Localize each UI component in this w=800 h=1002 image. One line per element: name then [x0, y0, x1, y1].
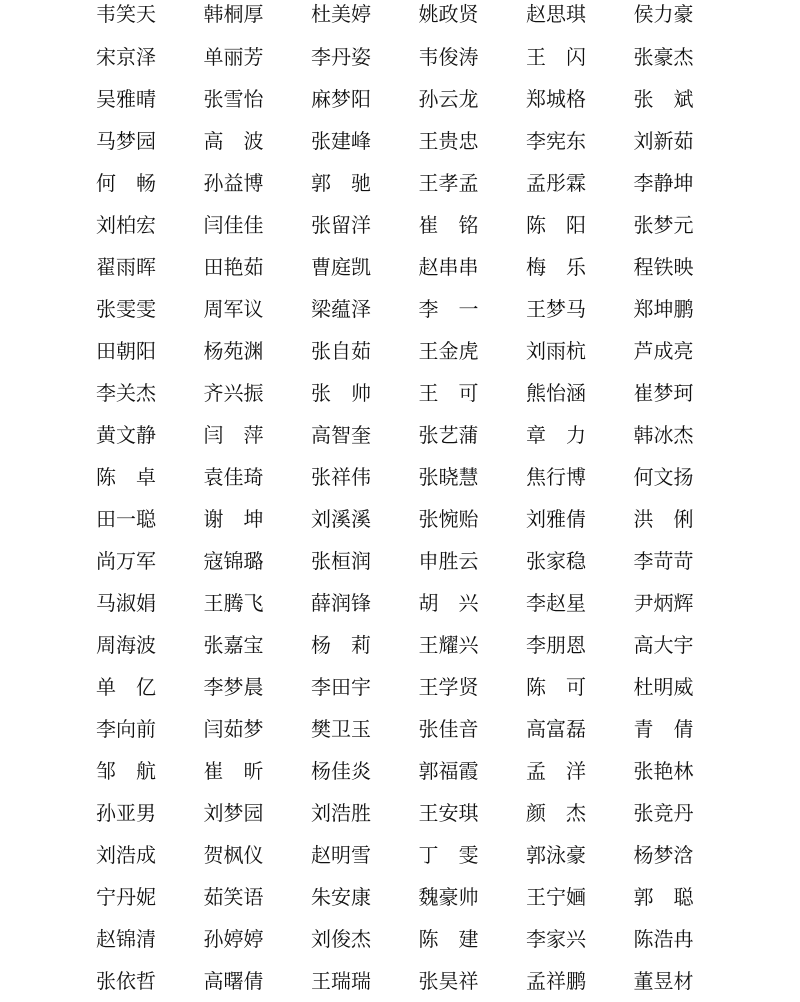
name-cell: 孙亚男 [96, 801, 156, 825]
name-cell: 高曙倩 [203, 969, 264, 993]
name-cell: 李家兴 [526, 927, 586, 951]
name-cell: 颜 杰 [526, 801, 586, 825]
name-cell: 刘雨杭 [526, 339, 586, 363]
name-row [96, 876, 736, 918]
name-cell: 李赵星 [526, 591, 586, 615]
name-cell: 董昱材 [633, 969, 694, 993]
name-cell: 韩冰杰 [633, 423, 694, 447]
name-cell: 孟 洋 [526, 759, 586, 783]
name-row [96, 624, 736, 666]
name-row [96, 666, 736, 708]
name-cell: 周军议 [203, 297, 264, 321]
name-cell: 赵串串 [418, 255, 479, 279]
name-cell: 张昊祥 [418, 969, 479, 993]
name-list-grid [96, 0, 736, 1002]
name-cell: 胡 兴 [418, 591, 479, 615]
name-row [96, 414, 736, 456]
name-cell: 赵思琪 [526, 2, 586, 26]
name-cell: 田一聪 [96, 507, 156, 531]
name-cell: 张晓慧 [418, 465, 479, 489]
name-cell: 马淑娟 [96, 591, 156, 615]
name-row [96, 204, 736, 246]
name-cell: 张留洋 [311, 213, 371, 237]
name-row [96, 834, 736, 876]
name-cell: 张嘉宝 [203, 633, 264, 657]
name-cell: 茹笑语 [203, 885, 264, 909]
name-cell: 翟雨晖 [96, 255, 156, 279]
name-cell: 杨梦浛 [633, 843, 694, 867]
name-cell: 刘梦园 [203, 801, 264, 825]
name-row [96, 792, 736, 834]
name-row [96, 288, 736, 330]
name-cell: 张梦元 [633, 213, 694, 237]
name-cell: 闫茹梦 [203, 717, 264, 741]
name-cell: 刘浩成 [96, 843, 156, 867]
name-cell: 宁丹妮 [96, 885, 156, 909]
name-cell: 张雪怡 [203, 87, 264, 111]
name-cell: 张家稳 [526, 549, 586, 573]
name-row [96, 120, 736, 162]
name-cell: 李静坤 [633, 171, 694, 195]
name-cell: 刘雅倩 [526, 507, 586, 531]
name-cell: 高智奎 [311, 423, 371, 447]
name-row [96, 162, 736, 204]
name-cell: 陈浩冉 [633, 927, 694, 951]
name-cell: 焦行博 [526, 465, 586, 489]
name-cell: 陈 可 [526, 675, 586, 699]
name-cell: 崔 铭 [418, 213, 479, 237]
name-cell: 寇锦璐 [203, 549, 264, 573]
name-row [96, 750, 736, 792]
name-cell: 宋京泽 [96, 45, 156, 69]
name-cell: 李 一 [418, 297, 479, 321]
name-cell: 李宪东 [526, 129, 586, 153]
name-cell: 王瑞瑞 [311, 969, 371, 993]
name-cell: 黄文静 [96, 423, 156, 447]
name-cell: 程铁映 [633, 255, 694, 279]
name-cell: 赵锦清 [96, 927, 156, 951]
name-cell: 张桓润 [311, 549, 371, 573]
name-cell: 青 倩 [633, 717, 694, 741]
name-cell: 单 亿 [96, 675, 156, 699]
name-cell: 王孝孟 [418, 171, 479, 195]
name-cell: 薛润锋 [311, 591, 371, 615]
name-cell: 谢 坤 [203, 507, 264, 531]
name-cell: 侯力豪 [633, 2, 694, 26]
name-cell: 张依哲 [96, 969, 156, 993]
name-cell: 王腾飞 [203, 591, 264, 615]
name-cell: 陈 卓 [96, 465, 156, 489]
name-cell: 刘溪溪 [311, 507, 371, 531]
name-cell: 高大宇 [633, 633, 694, 657]
name-cell: 曹庭凯 [311, 255, 371, 279]
name-cell: 陈 建 [418, 927, 479, 951]
name-cell: 袁佳琦 [203, 465, 264, 489]
name-cell: 刘柏宏 [96, 213, 156, 237]
name-cell: 张自茹 [311, 339, 371, 363]
name-cell: 王金虎 [418, 339, 479, 363]
name-cell: 郭泳豪 [526, 843, 586, 867]
name-cell: 刘新茹 [633, 129, 694, 153]
name-cell: 姚政贤 [418, 2, 479, 26]
name-cell: 齐兴振 [203, 381, 264, 405]
name-cell: 单丽芳 [203, 45, 264, 69]
name-row [96, 456, 736, 498]
name-cell: 崔 昕 [203, 759, 264, 783]
name-cell: 王贵忠 [418, 129, 479, 153]
name-cell: 郭福霞 [418, 759, 479, 783]
name-cell: 孟祥鹏 [526, 969, 586, 993]
name-cell: 杨 莉 [311, 633, 371, 657]
name-row [96, 540, 736, 582]
name-cell: 张竞丹 [633, 801, 694, 825]
name-cell: 邹 航 [96, 759, 156, 783]
name-cell: 洪 俐 [633, 507, 694, 531]
name-cell: 梅 乐 [526, 255, 586, 279]
name-row [96, 0, 736, 36]
name-row [96, 582, 736, 624]
name-cell: 申胜云 [418, 549, 479, 573]
name-row [96, 330, 736, 372]
name-cell: 孟彤霖 [526, 171, 586, 195]
name-cell: 李朋恩 [526, 633, 586, 657]
name-cell: 李向前 [96, 717, 156, 741]
name-cell: 芦成亮 [633, 339, 694, 363]
name-cell: 闫佳佳 [203, 213, 264, 237]
name-cell: 张惋贻 [418, 507, 479, 531]
name-cell: 马梦园 [96, 129, 156, 153]
name-cell: 田艳茹 [203, 255, 264, 279]
name-cell: 杨苑渊 [203, 339, 264, 363]
name-cell: 郑城格 [526, 87, 586, 111]
name-cell: 周海波 [96, 633, 156, 657]
name-cell: 何文扬 [633, 465, 694, 489]
name-cell: 刘浩胜 [311, 801, 371, 825]
name-cell: 李梦晨 [203, 675, 264, 699]
name-cell: 丁 雯 [418, 843, 479, 867]
name-cell: 李关杰 [96, 381, 156, 405]
name-cell: 赵明雪 [311, 843, 371, 867]
name-cell: 熊怡涵 [526, 381, 586, 405]
name-row [96, 372, 736, 414]
name-cell: 王宁婳 [526, 885, 586, 909]
name-cell: 张祥伟 [311, 465, 371, 489]
name-cell: 吴雅晴 [96, 87, 156, 111]
name-cell: 崔梦珂 [633, 381, 694, 405]
name-cell: 李丹姿 [311, 45, 371, 69]
name-cell: 张雯雯 [96, 297, 156, 321]
name-cell: 刘俊杰 [311, 927, 371, 951]
name-cell: 王 闪 [526, 45, 586, 69]
name-row [96, 708, 736, 750]
name-cell: 梁蕴泽 [311, 297, 371, 321]
name-cell: 孙益博 [203, 171, 264, 195]
name-cell: 田朝阳 [96, 339, 156, 363]
name-cell: 尚万军 [96, 549, 156, 573]
name-row [96, 918, 736, 960]
name-cell: 魏豪帅 [418, 885, 479, 909]
name-cell: 郑坤鹏 [633, 297, 694, 321]
name-cell: 张艳林 [633, 759, 694, 783]
name-cell: 高 波 [203, 129, 264, 153]
name-cell: 王梦马 [526, 297, 586, 321]
name-cell: 朱安康 [311, 885, 371, 909]
name-cell: 高富磊 [526, 717, 586, 741]
name-cell: 张建峰 [311, 129, 371, 153]
name-cell: 王安琪 [418, 801, 479, 825]
name-row [96, 36, 736, 78]
name-cell: 张豪杰 [633, 45, 694, 69]
name-cell: 樊卫玉 [311, 717, 371, 741]
name-cell: 孙云龙 [418, 87, 479, 111]
name-cell: 韦笑天 [96, 2, 156, 26]
name-cell: 杜美婷 [311, 2, 371, 26]
name-cell: 韩桐厚 [203, 2, 264, 26]
name-row [96, 78, 736, 120]
name-cell: 王学贤 [418, 675, 479, 699]
name-cell: 贺枫仪 [203, 843, 264, 867]
name-cell: 李田宇 [311, 675, 371, 699]
name-cell: 韦俊涛 [418, 45, 479, 69]
name-cell: 张 斌 [633, 87, 694, 111]
name-cell: 张 帅 [311, 381, 371, 405]
name-cell: 麻梦阳 [311, 87, 371, 111]
name-cell: 闫 萍 [203, 423, 264, 447]
name-cell: 杜明威 [633, 675, 694, 699]
name-cell: 王耀兴 [418, 633, 479, 657]
name-cell: 孙婷婷 [203, 927, 264, 951]
name-cell: 王 可 [418, 381, 479, 405]
name-cell: 张佳音 [418, 717, 479, 741]
name-row [96, 498, 736, 540]
name-row [96, 246, 736, 288]
name-cell: 何 畅 [96, 171, 156, 195]
name-cell: 陈 阳 [526, 213, 586, 237]
name-cell: 章 力 [526, 423, 586, 447]
name-cell: 张艺蒲 [418, 423, 479, 447]
name-cell: 郭 聪 [633, 885, 694, 909]
name-cell: 尹炳辉 [633, 591, 694, 615]
name-cell: 李苛苛 [633, 549, 694, 573]
name-cell: 郭 驰 [311, 171, 371, 195]
name-cell: 杨佳炎 [311, 759, 371, 783]
